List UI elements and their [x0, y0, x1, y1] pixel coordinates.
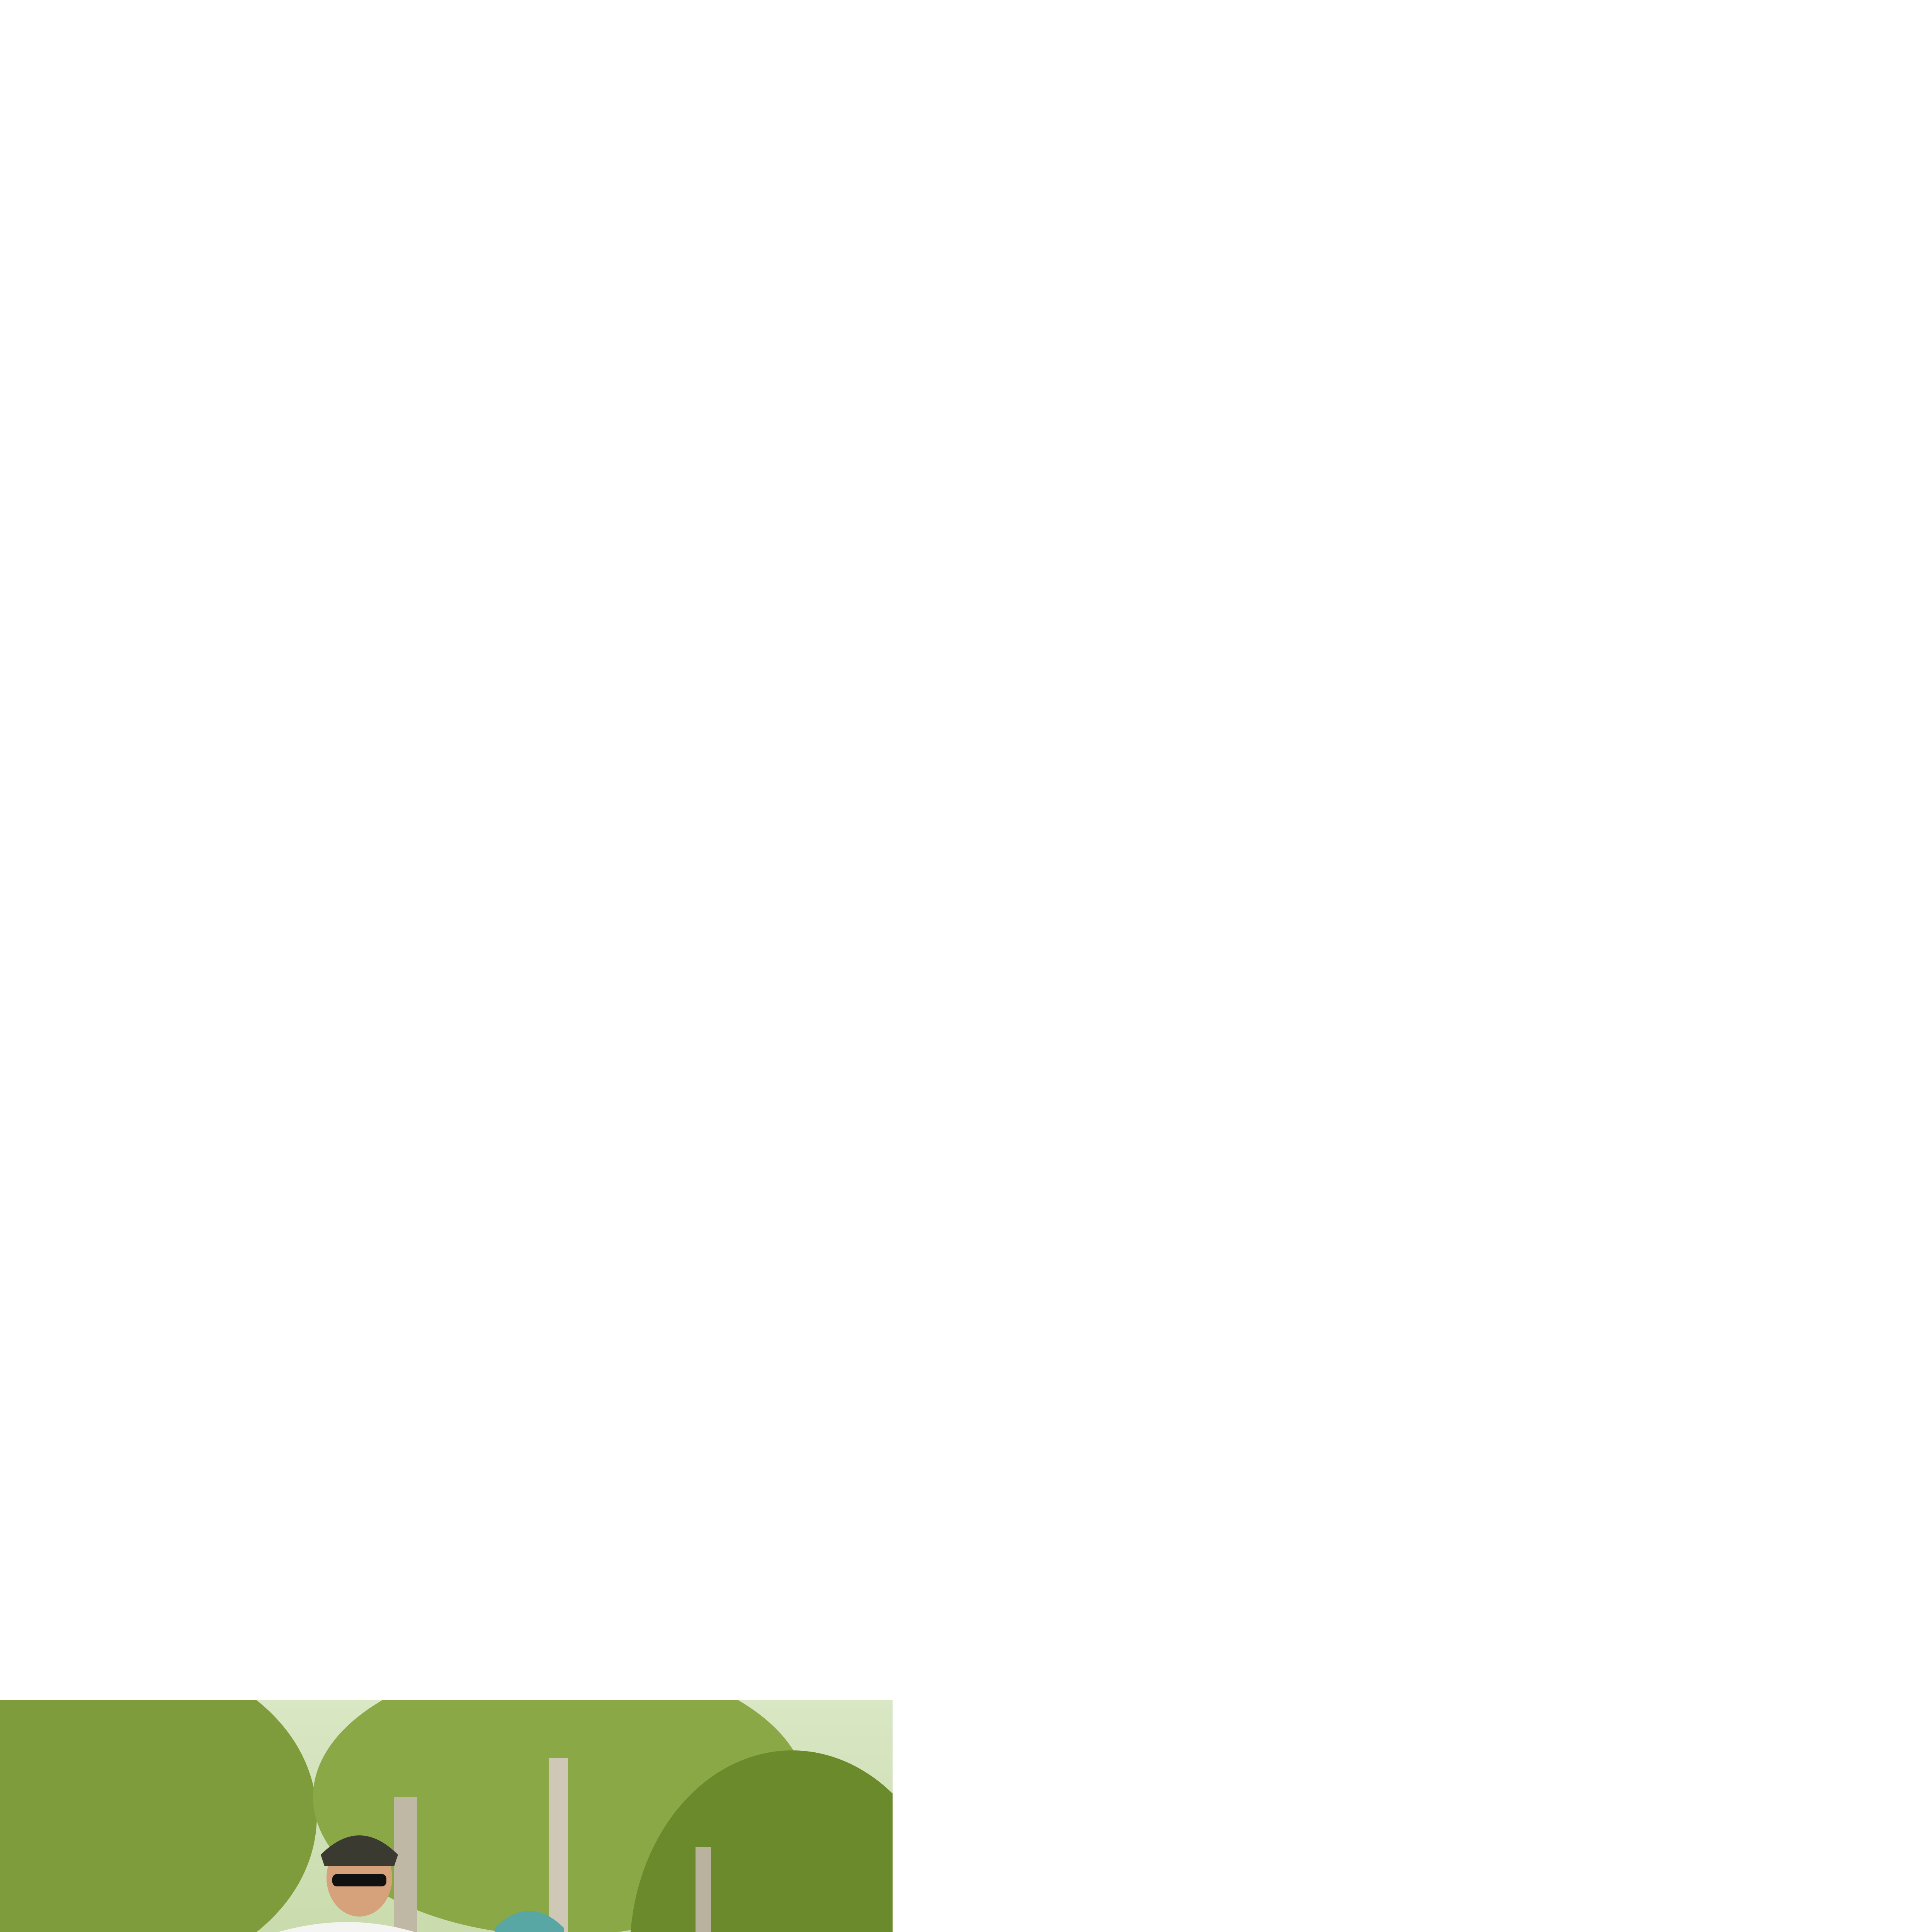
- article-column-1: [185, 116, 912, 1298]
- article-photo: [0, 1700, 893, 1932]
- article-column-4: [951, 1708, 1812, 1932]
- side-title: [58, 71, 131, 1142]
- pull-quote: [182, 1445, 1828, 1546]
- photo-couple-walking-dogs: [0, 1700, 893, 1932]
- article-column-2: [947, 116, 1835, 1298]
